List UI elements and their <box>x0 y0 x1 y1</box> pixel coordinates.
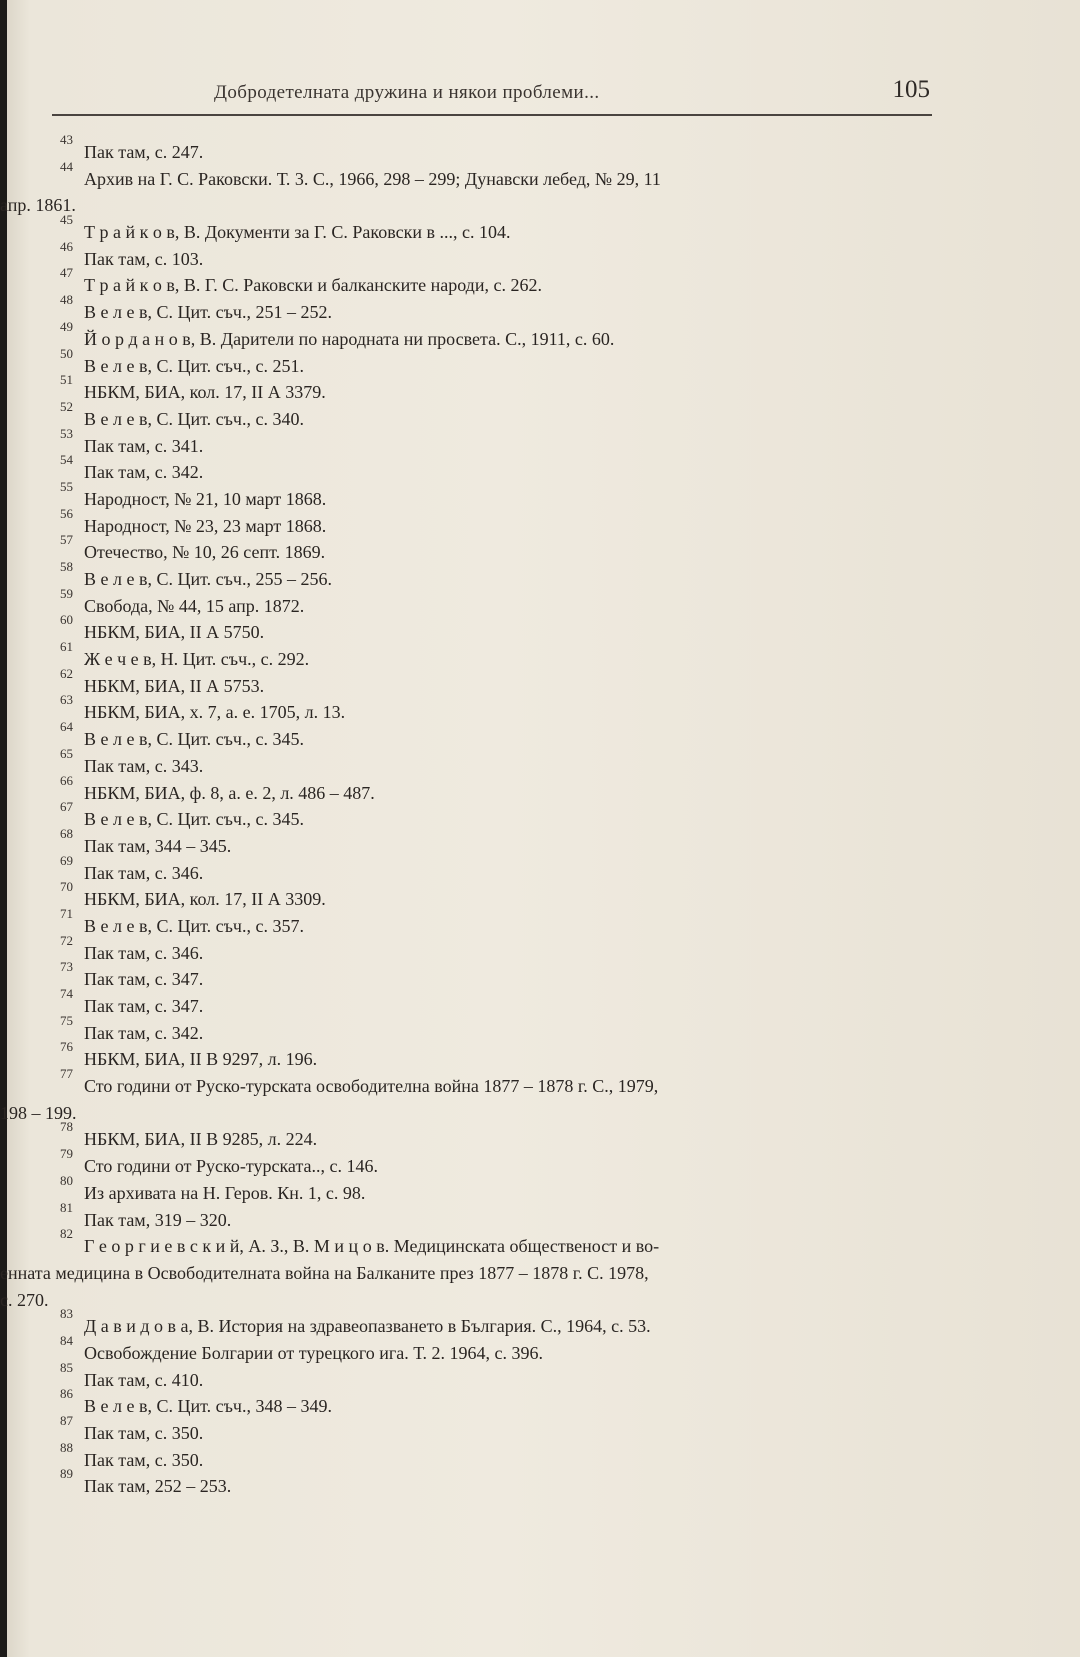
footnote-text: Народност, № 23, 23 март 1868. <box>84 515 327 536</box>
footnote-text: НБКМ, БИА, II А 5753. <box>84 675 265 696</box>
footnote-number: 75 <box>60 1012 73 1028</box>
footnote-number: 87 <box>60 1413 73 1428</box>
footnote-item <box>0 1226 1080 1259</box>
footnote-number: 54 <box>60 452 73 468</box>
footnote-text: Пак там, 252 – 253. <box>84 1476 232 1497</box>
footnote-number: 70 <box>60 879 73 895</box>
footnote-item <box>0 132 1080 165</box>
footnote-text: Свобода, № 44, 15 апр. 1872. <box>84 595 305 616</box>
footnote-number: 65 <box>60 745 73 761</box>
footnote-item <box>0 505 1080 539</box>
footnote-text: Из архивата на Н. Геров. Кн. 1, с. 98. <box>84 1182 366 1203</box>
footnote-number: 47 <box>60 265 73 281</box>
footnote-number: 74 <box>60 986 73 1001</box>
footnote-item <box>0 585 1080 619</box>
footnote-item <box>0 719 1080 752</box>
footnote-item <box>0 478 1080 512</box>
footnote-item <box>0 799 1080 832</box>
footnote-text: Пак там, с. 347. <box>84 969 204 990</box>
footnote-number: 79 <box>60 1146 73 1162</box>
footnote-number: 69 <box>60 852 73 868</box>
footnote-number: 51 <box>60 372 73 388</box>
footnote-text: апр. 1861. <box>0 195 76 216</box>
footnote-text: В е л е в, С. Цит. съч., с. 345. <box>84 729 304 750</box>
footnote-item <box>0 452 1080 485</box>
footnote-text: Архив на Г. С. Раковски. Т. 3. С., 1966, 298 – 299; Дунавски лебед, № 29, 11 <box>84 168 661 189</box>
footnote-number: 89 <box>60 1466 73 1482</box>
footnote-number: 68 <box>60 825 73 841</box>
header-rule <box>52 114 932 116</box>
footnote-continuation <box>0 1286 1080 1313</box>
footnote-text: Д а в и д о в а, В. История на здравеопазването в България. С., 1964, с. 53. <box>84 1316 651 1337</box>
footnote-item <box>0 1332 1080 1366</box>
footnote-item <box>0 238 1080 272</box>
footnote-number: 63 <box>60 692 73 708</box>
footnote-number: 58 <box>60 559 73 574</box>
footnote-item <box>0 879 1080 912</box>
footnote-text: Пак там, с. 103. <box>84 248 204 269</box>
footnote-number: 50 <box>60 345 73 361</box>
footnote-continuation <box>0 1259 1080 1286</box>
footnote-text: НБКМ, БИА, II А 5750. <box>84 622 265 643</box>
footnote-text: Пак там, с. 247. <box>84 142 204 162</box>
footnote-text: Г е о р г и е в с к и й, А. З., В. М и ц о в. Медицинската общественост и во- <box>84 1236 660 1257</box>
footnote-item <box>0 212 1080 245</box>
footnote-number: 59 <box>60 585 73 601</box>
footnote-number: 78 <box>60 1119 73 1135</box>
footnote-text: Пак там, 319 – 320. <box>84 1209 232 1230</box>
footnote-text: Пак там, с. 343. <box>84 755 204 776</box>
footnote-text: с. 270. <box>0 1289 49 1310</box>
footnote-number: 81 <box>60 1199 73 1215</box>
footnote-text: Пак там, с. 347. <box>84 996 204 1016</box>
footnote-number: 48 <box>60 292 73 308</box>
footnote-item <box>0 986 1080 1019</box>
footnote-continuation <box>0 191 1080 218</box>
footnote-number: 88 <box>60 1439 73 1455</box>
footnote-text: енната медицина в Освободителната война на Балканите през 1877 – 1878 г. С. 1978, <box>0 1262 649 1283</box>
footnote-item <box>0 852 1080 886</box>
footnote-item <box>0 559 1080 592</box>
footnote-item <box>0 639 1080 672</box>
footnote-number: 49 <box>60 318 73 334</box>
footnote-text: Пак там, 344 – 345. <box>84 835 232 856</box>
footnote-item <box>0 959 1080 992</box>
footnote-item <box>0 1466 1080 1499</box>
footnote-number: 76 <box>60 1039 73 1055</box>
footnote-number: 45 <box>60 212 73 228</box>
footnote-number: 71 <box>60 905 73 921</box>
footnote-item <box>0 1199 1080 1233</box>
footnote-item <box>0 745 1080 779</box>
footnote-item <box>0 425 1080 459</box>
footnote-text: НБКМ, БИА, кол. 17, II А 3379. <box>84 382 326 403</box>
footnote-number: 55 <box>60 478 73 494</box>
footnote-number: 84 <box>60 1332 73 1348</box>
footnote-item <box>0 532 1080 565</box>
footnote-number: 66 <box>60 772 73 788</box>
footnote-item <box>0 825 1080 859</box>
footnote-number: 77 <box>60 1066 73 1082</box>
running-header-title: Добродетелната дружина и някои проблеми... <box>214 82 600 103</box>
footnote-text: Ж е ч е в, Н. Цит. съч., с. 292. <box>84 649 310 670</box>
footnote-number: 82 <box>60 1226 73 1242</box>
footnote-number: 83 <box>60 1306 73 1322</box>
footnote-text: Пак там, с. 342. <box>84 462 204 483</box>
footnote-text: В е л е в, С. Цит. съч., с. 340. <box>84 408 304 429</box>
footnote-item <box>0 1119 1080 1152</box>
footnote-item <box>0 292 1080 325</box>
page-number: 105 <box>892 76 930 103</box>
footnote-text: Пак там, с. 350. <box>84 1449 204 1470</box>
footnote-number: 46 <box>60 238 73 254</box>
footnote-text: В е л е в, С. Цит. съч., 251 – 252. <box>84 302 332 323</box>
footnote-text: Т р а й к о в, В. Г. С. Раковски и балканските народи, с. 262. <box>84 275 542 296</box>
footnote-item <box>0 1386 1080 1419</box>
footnote-number: 53 <box>60 425 73 441</box>
running-header <box>214 74 934 114</box>
footnote-item <box>0 372 1080 405</box>
footnote-number: 43 <box>60 132 73 147</box>
footnote-text: 198 – 199. <box>0 1102 77 1123</box>
footnote-text: В е л е в, С. Цит. съч., 255 – 256. <box>84 569 332 589</box>
footnote-number: 57 <box>60 532 73 548</box>
footnote-text: НБКМ, БИА, II В 9297, л. 196. <box>84 1049 318 1070</box>
footnote-item <box>0 345 1080 379</box>
footnote-text: Народност, № 21, 10 март 1868. <box>84 488 327 509</box>
footnote-number: 62 <box>60 665 73 681</box>
footnote-text: Т р а й к о в, В. Документи за Г. С. Раковски в ..., с. 104. <box>84 222 511 243</box>
footnote-text: Пак там, с. 410. <box>84 1369 204 1390</box>
footnote-number: 67 <box>60 799 73 815</box>
footnote-text: Отечество, № 10, 26 септ. 1869. <box>84 542 326 563</box>
footnote-number: 44 <box>60 158 73 174</box>
footnote-text: Пак там, с. 341. <box>84 435 204 456</box>
footnote-item <box>0 692 1080 725</box>
footnote-item <box>0 1306 1080 1339</box>
footnote-item <box>0 158 1080 192</box>
footnote-text: Пак там, с. 342. <box>84 1022 204 1043</box>
footnote-text: Сто години от Руско-турската.., с. 146. <box>84 1156 379 1177</box>
footnote-text: Пак там, с. 346. <box>84 862 204 883</box>
footnote-text: В е л е в, С. Цит. съч., 348 – 349. <box>84 1396 332 1417</box>
footnote-item <box>0 612 1080 645</box>
footnote-number: 56 <box>60 505 73 521</box>
footnote-item <box>0 265 1080 298</box>
footnote-text: НБКМ, БИА, ф. 8, а. е. 2, л. 486 – 487. <box>84 782 375 803</box>
footnote-text: Й о р д а н о в, В. Дарители по народната ни просвета. С., 1911, с. 60. <box>84 328 615 349</box>
footnote-item <box>0 1359 1080 1393</box>
footnote-item <box>0 905 1080 939</box>
footnote-item <box>0 1146 1080 1179</box>
footnote-text: В е л е в, С. Цит. съч., с. 251. <box>84 355 304 376</box>
footnote-text: Освобождение Болгарии от турецкого ига. Т. 2. 1964, с. 396. <box>84 1342 543 1363</box>
footnote-item <box>0 1439 1080 1473</box>
footnote-number: 85 <box>60 1359 73 1375</box>
footnote-number: 86 <box>60 1386 73 1402</box>
footnote-text: Пак там, с. 346. <box>84 942 204 963</box>
footnote-item <box>0 318 1080 352</box>
footnote-item <box>0 1172 1080 1206</box>
footnote-text: НБКМ, БИА, кол. 17, II А 3309. <box>84 889 326 910</box>
footnote-item <box>0 1066 1080 1099</box>
footnotes-list <box>0 132 1080 1499</box>
footnote-item <box>0 1413 1080 1446</box>
footnote-item <box>0 398 1080 432</box>
footnote-number: 61 <box>60 639 73 655</box>
footnote-item <box>0 1012 1080 1046</box>
footnote-number: 52 <box>60 398 73 414</box>
footnote-item <box>0 772 1080 806</box>
footnote-text: Сто години от Руско-турската освободителна война 1877 – 1878 г. С., 1979, <box>84 1076 659 1097</box>
footnote-number: 72 <box>60 932 73 948</box>
footnote-text: Пак там, с. 350. <box>84 1423 204 1443</box>
footnote-continuation <box>0 1099 1080 1126</box>
footnote-item <box>0 665 1080 699</box>
footnote-text: В е л е в, С. Цит. съч., с. 345. <box>84 809 304 830</box>
footnote-number: 60 <box>60 612 73 628</box>
footnote-number: 64 <box>60 719 73 735</box>
footnote-item <box>0 1039 1080 1072</box>
footnote-text: НБКМ, БИА, х. 7, а. е. 1705, л. 13. <box>84 702 346 723</box>
footnote-text: В е л е в, С. Цит. съч., с. 357. <box>84 915 304 936</box>
footnote-number: 80 <box>60 1172 73 1188</box>
footnote-text: НБКМ, БИА, II В 9285, л. 224. <box>84 1129 318 1150</box>
footnote-item <box>0 932 1080 966</box>
footnote-number: 73 <box>60 959 73 975</box>
